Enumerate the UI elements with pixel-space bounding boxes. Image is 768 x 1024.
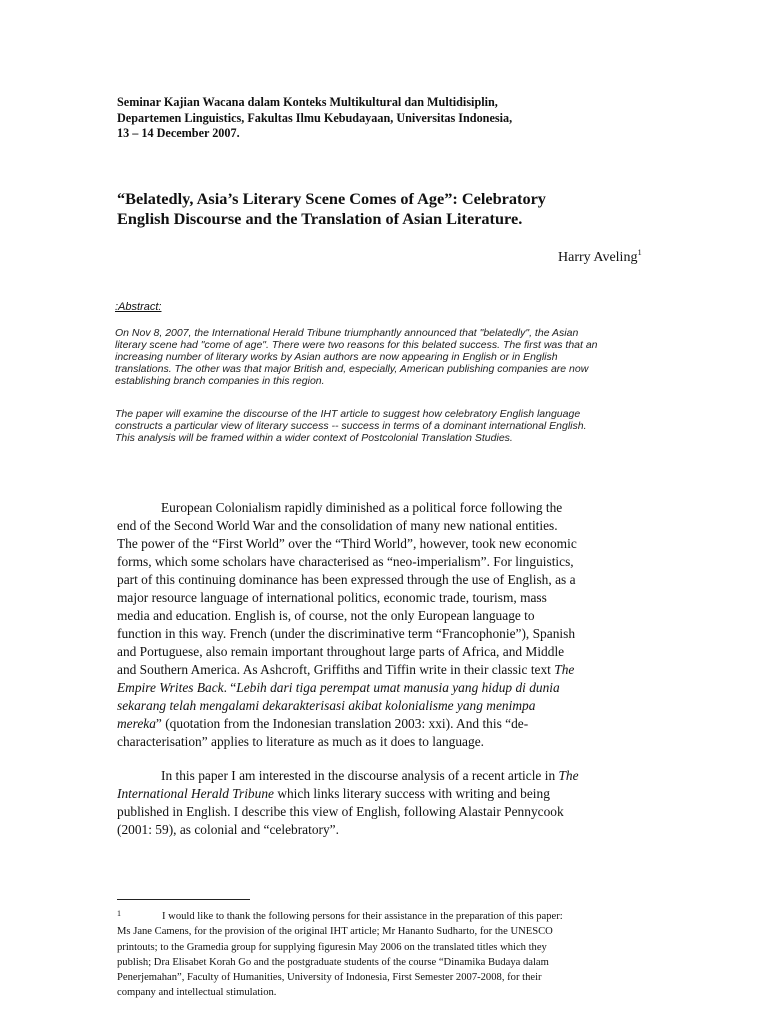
- abstract-line: establishing branch companies in this region.: [115, 375, 325, 387]
- newspaper-title: International Herald Tribune: [117, 786, 274, 801]
- body-line: [117, 715, 657, 733]
- body-line: part of this continuing dominance has been expressed through the use of English, as a: [117, 572, 576, 587]
- author-footnote-mark: 1: [637, 247, 642, 257]
- body-text: . “: [223, 680, 237, 695]
- body-line: major resource language of international politics, economic trade, tourism, mass: [117, 590, 547, 605]
- abstract-line: On Nov 8, 2007, the International Herald Tribune triumphantly announced that "belatedly", the Asian: [115, 327, 579, 339]
- body-line: media and education. English is, of course, not the only European language to: [117, 608, 535, 623]
- body-line: [117, 661, 657, 679]
- body-line: [117, 785, 657, 803]
- footnote-line: Penerjemahan”, Faculty of Humanities, University of Indonesia, First Semester 2007-2008, for their: [117, 972, 542, 984]
- body-line: [117, 679, 657, 697]
- body-line: The power of the “First World” over the “Third World”, however, took new economic: [117, 536, 577, 551]
- seminar-header: [117, 95, 677, 142]
- abstract-line: constructs a particular view of literary success -- success in terms of a dominant international English.: [115, 420, 587, 432]
- body-line: forms, which some scholars have characterised as “neo-imperialism”. For linguistics,: [117, 554, 574, 569]
- quotation-text: sekarang telah mengalami dekarakterisasi akibat kolonialisme yang menimpa: [117, 698, 536, 713]
- footnote-line: publish; Dra Elisabet Korah Go and the postgraduate students of the course “Dinamika Budaya dalam: [117, 956, 549, 968]
- quotation-text: mereka: [117, 716, 156, 731]
- title-line: English Discourse and the Translation of Asian Literature.: [117, 209, 523, 228]
- footnote-line: [117, 906, 657, 924]
- body-line: European Colonialism rapidly diminished as a political force following the: [161, 500, 563, 515]
- footnote-separator: [117, 899, 250, 900]
- body-text: ” (quotation from the Indonesian translation 2003: xxi). And this “de-: [155, 716, 529, 731]
- abstract-line: translations. The other was that major British and, especially, American publishing companies are now: [115, 363, 589, 375]
- body-text: In this paper I am interested in the discourse analysis of a recent article in: [161, 768, 559, 783]
- abstract-line: The paper will examine the discourse of the IHT article to suggest how celebratory English language: [115, 408, 581, 420]
- abstract-heading: :Abstract:: [115, 301, 162, 313]
- footnote-line: Ms Jane Camens, for the provision of the original IHT article; Mr Hananto Sudharto, for the UNESCO: [117, 926, 553, 938]
- footnote-line: company and intellectual stimulation.: [117, 987, 277, 999]
- book-title: The: [554, 662, 575, 677]
- book-title: Empire Writes Back: [117, 680, 224, 695]
- abstract-line: increasing number of literary works by Asian authors are now appearing in English or in English: [115, 351, 558, 363]
- body-paragraph-1: [117, 499, 657, 751]
- seminar-line: 13 – 14 December 2007.: [117, 126, 240, 140]
- body-paragraph-2: [117, 767, 657, 839]
- footnote-text: I would like to thank the following persons for their assistance in the preparation of this paper:: [162, 911, 563, 922]
- body-line: and Portuguese, also remain important throughout large parts of Africa, and Middle: [117, 644, 565, 659]
- title-line: “Belatedly, Asia’s Literary Scene Comes of Age”: Celebratory: [117, 189, 546, 208]
- author-name: Harry Aveling: [558, 250, 638, 265]
- body-line: [117, 767, 657, 785]
- paper-title: [117, 189, 677, 229]
- body-line: (2001: 59), as colonial and “celebratory”.: [117, 822, 339, 837]
- body-text: which links literary success with writing and being: [273, 786, 550, 801]
- footnote-mark: 1: [117, 909, 121, 918]
- body-line: published in English. I describe this view of English, following Alastair Pennycook: [117, 804, 564, 819]
- abstract-line: This analysis will be framed within a wider context of Postcolonial Translation Studies.: [115, 432, 513, 444]
- body-line: end of the Second World War and the consolidation of many new national entities.: [117, 518, 558, 533]
- footnote-line: printouts; to the Gramedia group for supplying figuresin May 2006 on the translated titles which they: [117, 941, 547, 953]
- abstract-line: literary scene had "come of age". There were two reasons for this belated success. The first was that an: [115, 339, 598, 351]
- quotation-text: Lebih dari tiga perempat umat manusia yang hidup di dunia: [236, 680, 560, 695]
- abstract-paragraph-2: [115, 408, 655, 444]
- footnote: [117, 906, 657, 1001]
- seminar-line: Seminar Kajian Wacana dalam Konteks Multikultural dan Multidisiplin,: [117, 95, 498, 109]
- seminar-line: Departemen Linguistics, Fakultas Ilmu Kebudayaan, Universitas Indonesia,: [117, 110, 513, 125]
- body-line: function in this way. French (under the discriminative term “Francophonie”), Spanish: [117, 626, 576, 641]
- newspaper-title: The: [558, 768, 579, 783]
- body-text: and Southern America. As Ashcroft, Griffiths and Tiffin write in their classic text: [117, 662, 555, 677]
- body-line: characterisation” applies to literature as much as it does to language.: [117, 734, 484, 749]
- body-line: [117, 697, 657, 715]
- author: [558, 247, 642, 266]
- abstract-paragraph-1: [115, 327, 655, 387]
